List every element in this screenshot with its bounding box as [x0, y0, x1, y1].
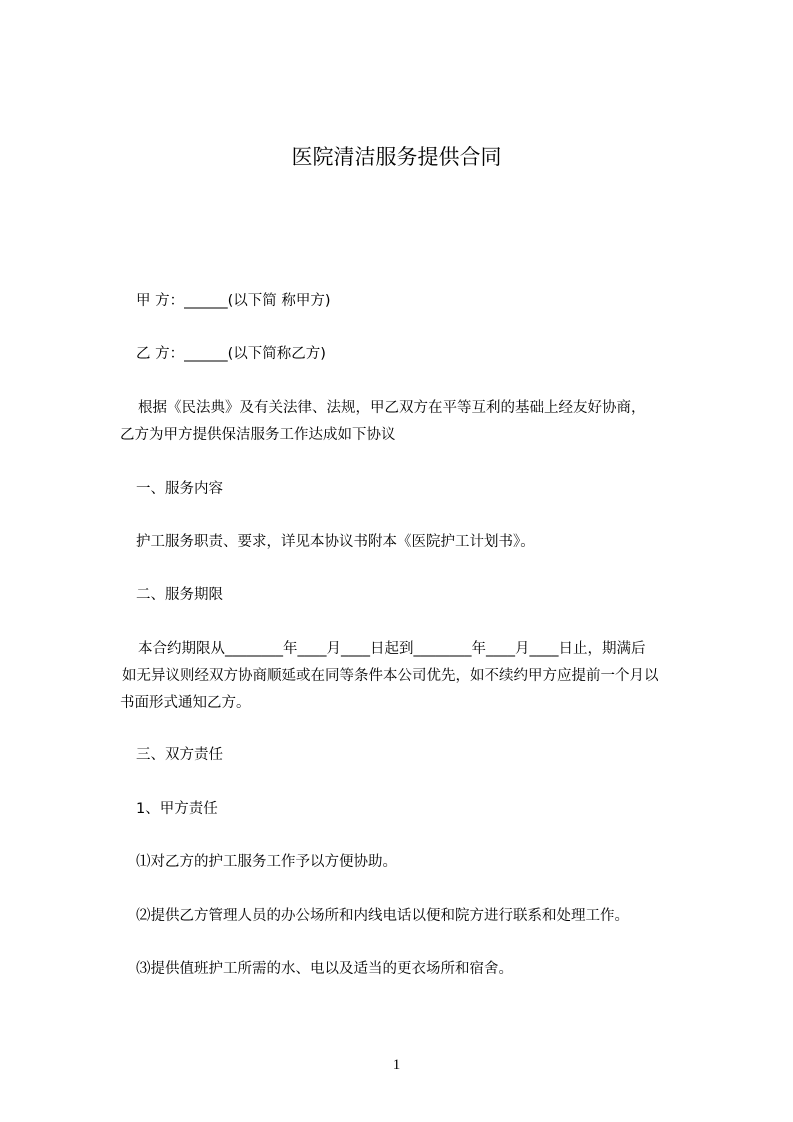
- section-2-paragraph-line-2: 如无异议则经双方协商顺延或在同等条件本公司优先，如不续约甲方应提前一个月以: [122, 668, 659, 684]
- section-2-paragraph-line-1: 本合约期限从________年____月____日起到________年____月____日止，期满后: [138, 641, 646, 657]
- intro-paragraph-line-2: 乙方为甲方提供保洁服务工作达成如下协议: [120, 427, 396, 443]
- page-number: 1: [392, 1057, 401, 1073]
- list-item-1: ⑴对乙方的护工服务工作予以方便协助。: [136, 854, 397, 870]
- list-item-2: ⑵提供乙方管理人员的办公场所和内线电话以便和院方进行联系和处理工作。: [136, 908, 629, 924]
- document-title: 医院清洁服务提供合同: [291, 145, 502, 169]
- intro-paragraph-line-1: 根据《民法典》及有关法律、法规，甲乙双方在平等互利的基础上经友好协商，: [138, 400, 646, 416]
- section-1-heading: 一、服务内容: [136, 481, 223, 497]
- section-3-heading: 三、双方责任: [136, 747, 223, 763]
- subsection-1-heading: 1、甲方责任: [136, 801, 218, 817]
- party-b-line: 乙 方：______(以下简称乙方): [136, 346, 326, 362]
- section-1-text: 护工服务职责、要求，详见本协议书附本《医院护工计划书》。: [136, 534, 535, 550]
- section-2-paragraph-line-3: 书面形式通知乙方。: [120, 695, 251, 711]
- party-a-line: 甲 方：______(以下简 称甲方): [136, 293, 331, 309]
- list-item-3: ⑶提供值班护工所需的水、电以及适当的更衣场所和宿舍。: [136, 961, 513, 977]
- section-2-heading: 二、服务期限: [136, 587, 223, 603]
